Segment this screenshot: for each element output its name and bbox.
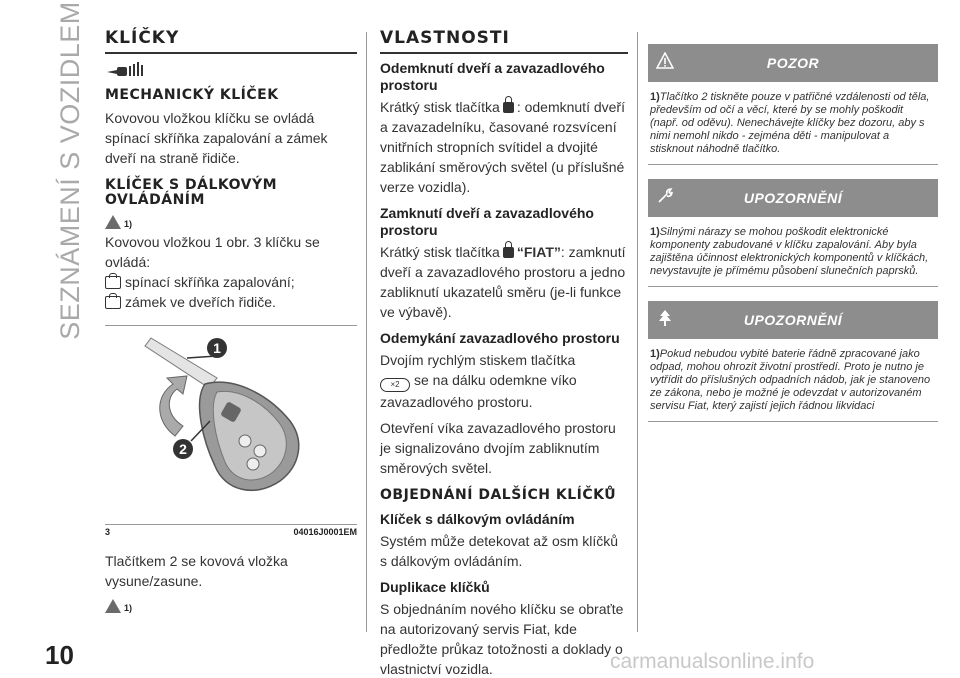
- warning-box-text: 1)Tlačítko 2 tiskněte pouze v patřičné vzdálenosti od těla, především od očí a věcí, které by se mohly poškodit (např. od oděvu). Nenechávejte klíčky bez dozoru, aby s nimi nemohl nikdo - zejména děti - manipulovat a stisknout náhodně tlačítko.: [650, 91, 930, 155]
- warning-icon: [105, 215, 121, 229]
- unlock-text: Krátký stisk tlačítka : odemknutí dveří a zavazadelníku, časované rozsvícení vnitřních stropních svítidel a dvojité zablikání směrových světel (u příslušné verze vozidla).: [380, 99, 625, 195]
- trunk-signal-text: Otevření víka zavazadlového prostoru je signalizováno dvojím zabliknutím směrových světel.: [380, 420, 616, 476]
- notice-box: [648, 179, 938, 287]
- column-3: [648, 44, 938, 422]
- lock-text: Krátký stisk tlačítka “FIAT”: zamknutí dveří a zavazadlového prostoru a jedno zabliknutí ukazatelů směru (je-li funkce ve výbavě).: [380, 244, 626, 320]
- remote-key-heading: KLÍČEK S DÁLKOVÝM OVLÁDÁNÍM: [105, 177, 278, 208]
- warning-icon: [105, 599, 121, 613]
- list-item: zámek ve dveřích řidiče.: [105, 292, 357, 312]
- unlock-heading: Odemknutí dveří a zavazadlového prostoru: [380, 60, 605, 93]
- warning-reference: 1): [105, 211, 357, 229]
- warning-box: [648, 44, 938, 165]
- title-rule: [105, 52, 357, 54]
- watermark: carmanualsonline.info: [610, 650, 815, 673]
- column-divider: [366, 32, 367, 632]
- remote-key-subheading: Klíček s dálkovým ovládáním: [380, 511, 575, 527]
- remote-key-detect-text: Systém může detekovat až osm klíčků s dálkovým ovládáním.: [380, 533, 619, 569]
- mechanical-key-heading: MECHANICKÝ KLÍČEK: [105, 87, 279, 103]
- figure-caption: [105, 525, 357, 537]
- column-1: [105, 28, 357, 613]
- figure-number: 3: [105, 527, 111, 537]
- remote-key-text: Kovovou vložkou 1 obr. 3 klíčku se ovládá:: [105, 234, 320, 270]
- environment-box-header: UPOZORNĚNÍ: [648, 301, 938, 339]
- callout-2: 2: [179, 441, 187, 457]
- title-rule: [380, 52, 628, 54]
- tool-icon: [656, 187, 674, 205]
- lock-icon: [503, 247, 514, 258]
- side-section-title: SEZNÁMENÍ S VOZIDLEM: [54, 0, 85, 340]
- environment-box: [648, 301, 938, 422]
- tree-icon: [656, 309, 674, 327]
- environment-box-text: 1)Pokud nebudou vybité baterie řádně zpracované jako odpad, mohou ohrozit životní prostředí. Proto je nutno je vytřídit do příslušných odpadních nádob, jak je stanoveno ze zákona, nebo je možné je odevzdat v autorizovaném servisu Fiat, který zajistí jejich řádnou likvidaci: [650, 348, 931, 412]
- figure-code: 04016J0001EM: [293, 527, 357, 537]
- warning-reference: 1): [105, 595, 357, 613]
- double-press-icon: ×2: [380, 378, 410, 392]
- duplicate-keys-text: S objednáním nového klíčku se obraťte na autorizovaný servis Fiat, kde předložte průkaz totožnosti a doklady o vlastnictví vozidla.: [380, 601, 624, 677]
- callout-1: 1: [213, 340, 221, 356]
- lock-heading: Zamknutí dveří a zavazadlového prostoru: [380, 205, 594, 238]
- trunk-heading: Odemykání zavazadlového prostoru: [380, 330, 620, 346]
- unlock-icon: [503, 102, 514, 113]
- trunk-text: Dvojím rychlým stiskem tlačítka ×2 se na dálku odemkne víko zavazadlového prostoru.: [380, 352, 577, 410]
- list-item: spínací skříňka zapalování;: [105, 272, 357, 292]
- notice-box-text: 1)Silnými nárazy se mohou poškodit elektronické komponenty zabudované v klíčku zapalování. Aby byla zajištěna účinnost elektronických komponentů v klíčkách, nevystavujte je přímému působení slunečních paprsků.: [650, 226, 929, 277]
- key-icon: [105, 276, 121, 289]
- key-figure: [105, 325, 357, 525]
- column-2: [380, 28, 628, 678]
- page-number: 10: [45, 640, 74, 670]
- remote-key-illustration: [105, 326, 357, 524]
- mechanical-key-text: Kovovou vložkou klíčku se ovládá spínací skříňka zapalování a zámek dveří na straně řidiče.: [105, 110, 328, 166]
- warning-icon: [656, 52, 674, 70]
- duplicate-keys-heading: Duplikace klíčků: [380, 579, 490, 595]
- warning-box-header: POZOR: [648, 44, 938, 82]
- section-title: KLÍČKY: [105, 28, 180, 48]
- button-text: Tlačítkem 2 se kovová vložka vysune/zasune.: [105, 553, 288, 589]
- section-title: VLASTNOSTI: [380, 28, 510, 48]
- notice-box-header: UPOZORNĚNÍ: [648, 179, 938, 217]
- key-icon: [105, 62, 357, 78]
- key-icon: [105, 296, 121, 309]
- order-keys-heading: OBJEDNÁNÍ DALŠÍCH KLÍČKŮ: [380, 487, 617, 503]
- column-divider: [637, 32, 638, 632]
